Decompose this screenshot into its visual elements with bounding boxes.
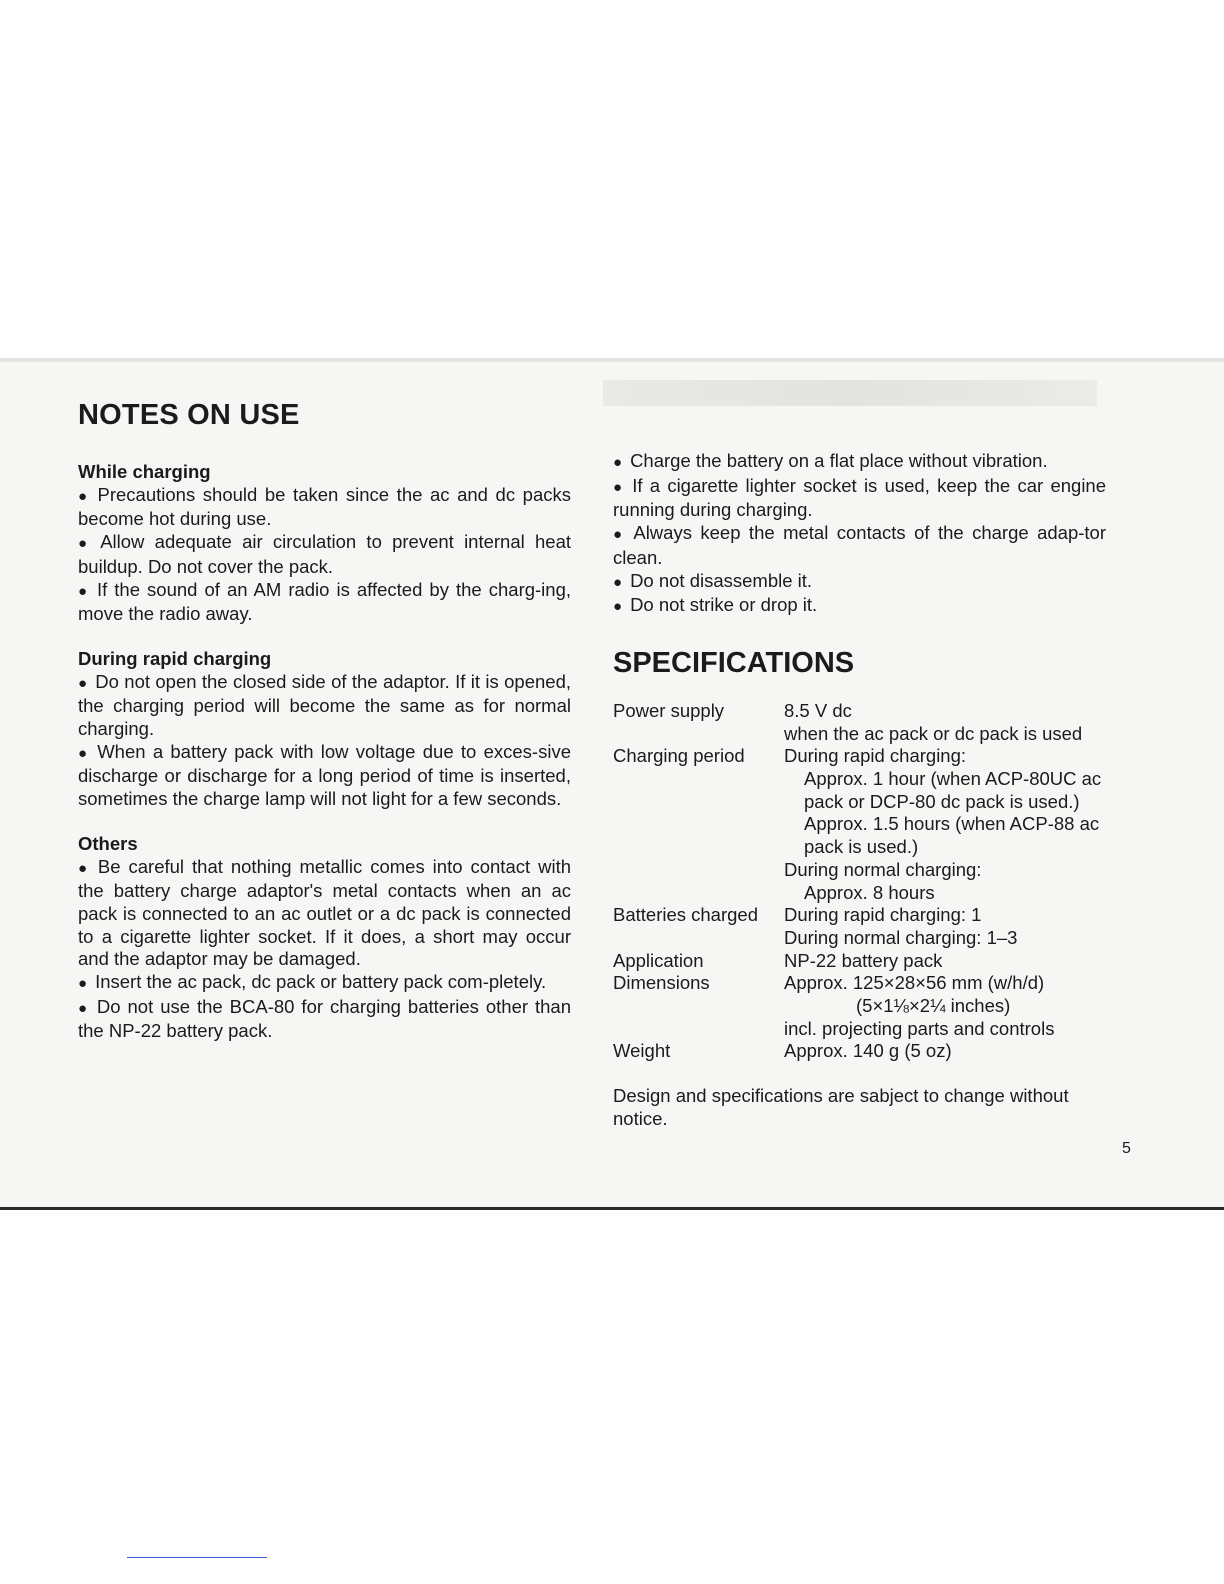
spec-label: Batteries charged (613, 904, 759, 926)
spec-row-application (613, 950, 1106, 973)
spec-line: Approx. 1 hour (when ACP-80UC ac pack or DCP-80 dc pack is used.) (804, 768, 1102, 812)
spec-line: Approx. 8 hours (804, 881, 935, 903)
spec-value: NP-22 battery pack (784, 949, 943, 971)
scan-edge-line (127, 1557, 267, 1558)
section-others (78, 833, 571, 1043)
bullet-item: ● Do not open the closed side of the adaptor. If it is opened, the charging period will become the same as for normal charging. (78, 671, 571, 741)
section-heading: While charging (78, 461, 211, 482)
spec-label: Power supply (613, 699, 725, 721)
spec-line: when the ac pack or dc pack is used (784, 722, 1083, 744)
spec-value: Approx. 140 g (5 oz) (784, 1040, 952, 1062)
bullet-item: ● Allow adequate air circulation to prevent internal heat buildup. Do not cover the pack. (78, 531, 571, 578)
section-during-rapid-charging (78, 648, 571, 811)
charging-notes (613, 450, 1106, 619)
spec-row-power (613, 700, 1106, 745)
bullet-item: ● Be careful that nothing metallic comes into contact with the battery charge adaptor's metal contacts when an ac pack is connected to an ac outlet or a dc pack is connected to a cigarette lighter socket. If it does, a short may occur and the adaptor may be damaged. (78, 856, 571, 972)
spec-label: Weight (613, 1040, 671, 1062)
bullet-item: ● If the sound of an AM radio is affected by the charg-ing, move the radio away. (78, 579, 571, 626)
bullet-item: ● Do not disassemble it. (613, 570, 1106, 595)
section-while-charging (78, 461, 571, 626)
bullet-item: ● Precautions should be taken since the ac and dc packs become hot during use. (78, 484, 571, 531)
bullet-item: ● If a cigarette lighter socket is used, keep the car engine running during charging. (613, 475, 1106, 522)
spec-value (784, 700, 1106, 745)
bullet-item: ● Do not strike or drop it. (613, 594, 1106, 619)
spec-row-dimensions (613, 972, 1106, 1040)
spec-line: (5×1⅛×2¼ inches) (856, 995, 1011, 1017)
section-heading: Others (78, 832, 138, 854)
spec-line: incl. projecting parts and controls (784, 1017, 1055, 1039)
spec-value (784, 904, 1106, 949)
spec-label: Application (613, 949, 704, 971)
spacer (613, 1063, 1106, 1085)
specs-column (613, 450, 1106, 1131)
bullet-item: ● When a battery pack with low voltage due to exces-sive discharge or discharge for a long period of time is inserted, sometimes the charge lamp will not light for a few seconds. (78, 741, 571, 811)
spec-label: Dimensions (613, 972, 710, 994)
specifications-table (613, 700, 1106, 1063)
spec-label: Charging period (613, 745, 745, 767)
spec-line: Approx. 1.5 hours (when ACP-88 ac pack is used.) (804, 813, 1100, 858)
page-number: 5 (1122, 1140, 1131, 1157)
bleed-through-band (603, 380, 1097, 406)
spec-line: During normal charging: (784, 858, 982, 880)
specifications-title: SPECIFICATIONS (613, 646, 855, 679)
spec-line: During normal charging: 1–3 (784, 926, 1018, 948)
spec-value (784, 745, 1106, 904)
spec-row-batteries (613, 904, 1106, 949)
specs-footnote: Design and specifications are sabject to change without notice. (613, 1085, 1069, 1129)
spec-line: During rapid charging: (784, 745, 967, 767)
spec-line: Approx. 125×28×56 mm (w/h/d) (784, 972, 1045, 994)
bullet-item: ● Always keep the metal contacts of the charge adap-tor clean. (613, 522, 1106, 569)
notes-title: NOTES ON USE (78, 399, 300, 431)
section-heading: During rapid charging (78, 647, 272, 669)
bullet-item: ● Charge the battery on a flat place without vibration. (613, 450, 1106, 475)
spec-row-charging (613, 745, 1106, 904)
notes-column (78, 395, 571, 1065)
bullet-item: ● Do not use the BCA-80 for charging batteries other than the NP-22 battery pack. (78, 996, 571, 1043)
bullet-item: ● Insert the ac pack, dc pack or battery pack com-pletely. (78, 971, 571, 996)
spec-line: During rapid charging: 1 (784, 904, 982, 926)
spec-line: 8.5 V dc (784, 699, 852, 721)
spec-row-weight (613, 1040, 1106, 1063)
spec-value (784, 972, 1106, 1040)
